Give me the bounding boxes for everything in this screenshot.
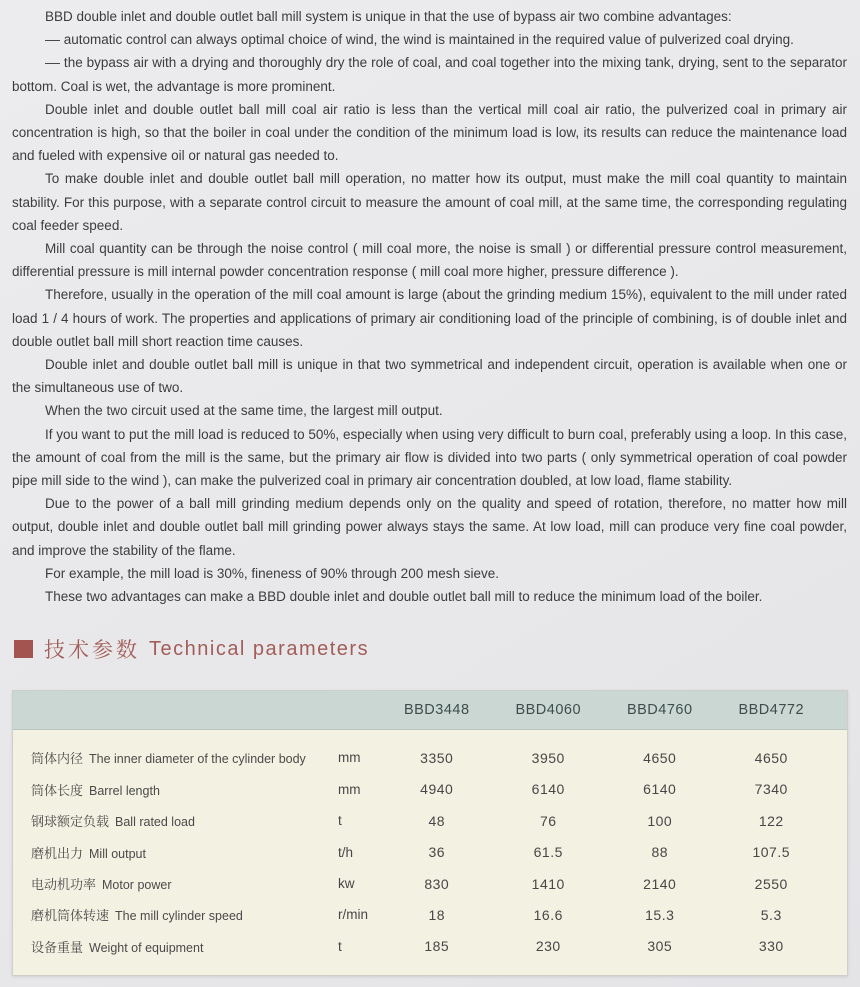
- cell-value: 88: [651, 844, 669, 861]
- row-label-en: The inner diameter of the cylinder body: [89, 752, 306, 767]
- row-label-en: Weight of equipment: [89, 940, 204, 955]
- row-unit: kw: [338, 876, 355, 892]
- technical-parameters-table: [12, 690, 848, 976]
- paragraph: Mill coal quantity can be through the noise control ( mill coal more, the noise is small ) or differential pressure control measurement, differential pressure is mill internal powder concentration response ( mill coal more higher, pressure difference ).: [12, 241, 847, 280]
- column-header-model: BBD4760: [626, 702, 693, 719]
- cell-value: 2140: [643, 875, 677, 892]
- row-unit: t/h: [338, 844, 354, 860]
- cell-value: 15.3: [645, 906, 675, 923]
- row-label-zh: 磨机筒体转速: [31, 908, 110, 924]
- cell-value: 6140: [643, 781, 677, 798]
- cell-value: 1410: [531, 875, 565, 892]
- paragraph: BBD double inlet and double outlet ball mill system is unique in that the use of bypass air two combine advantages:: [45, 9, 732, 24]
- cell-value: 3950: [531, 749, 565, 766]
- cell-value: 100: [647, 812, 673, 829]
- row-unit: mm: [338, 781, 361, 797]
- row-label-zh: 磨机出力: [31, 845, 84, 861]
- square-bullet-icon: [14, 640, 33, 658]
- paragraph: Therefore, usually in the operation of the mill coal amount is large (about the grinding medium 15%), equivalent to the mill under rated load 1 / 4 hours of work. The properties and applications of primary air conditioning load of the principle of combining, is of double inlet and double outlet ball mill short reaction time causes.: [12, 287, 847, 349]
- cell-value: 7340: [754, 781, 788, 798]
- row-label: [13, 937, 331, 956]
- paragraph: For example, the mill load is 30%, fineness of 90% through 200 mesh sieve.: [45, 565, 499, 581]
- table-row: [13, 774, 827, 805]
- row-label-en: Mill output: [89, 846, 146, 861]
- paragraph: –– the bypass air with a drying and thoroughly dry the role of coal, and coal together into the mixing tank, drying, sent to the separator bottom. Coal is wet, the advantage is more prominent.: [12, 55, 847, 94]
- row-label-zh: 设备重量: [31, 939, 84, 955]
- column-header-model: BBD4060: [515, 702, 582, 719]
- row-unit: t: [338, 938, 342, 954]
- cell-value: 16.6: [533, 906, 563, 923]
- paragraph: Due to the power of a ball mill grinding medium depends only on the quality and speed of rotation, therefore, no matter how mill output, double inlet and double outlet ball mill grinding power always stays the same. At low load, mill can produce very fine coal powder, and improve the stability of the flame.: [12, 496, 847, 558]
- table-row: [13, 742, 827, 773]
- cell-value: 6140: [531, 781, 565, 798]
- paragraph: These two advantages can make a BBD double inlet and double outlet ball mill to reduce the minimum load of the boiler.: [45, 589, 763, 605]
- row-label: [13, 874, 331, 893]
- cell-value: 5.3: [760, 906, 782, 923]
- cell-value: 185: [424, 938, 450, 955]
- table-row: [13, 868, 827, 899]
- section-heading: [14, 637, 860, 661]
- row-label: [13, 811, 331, 830]
- row-label: [13, 748, 331, 767]
- cell-value: 122: [758, 812, 784, 829]
- paragraph: If you want to put the mill load is reduced to 50%, especially when using very difficult to burn coal, preferably using a loop. In this case, the amount of coal from the mill is the same, but the primary air flow is divided into two parts ( only symmetrical operation of coal powder pipe mill side to the wind ), can make the pulverized coal in primary air concentration doubled, at low load, flame stability.: [12, 426, 847, 489]
- table-row: [13, 836, 827, 867]
- cell-value: 76: [539, 812, 557, 829]
- row-unit: mm: [338, 750, 361, 766]
- table-header-row: [13, 691, 847, 730]
- cell-value: 330: [758, 938, 784, 955]
- table-body: [13, 730, 847, 975]
- paragraph: Double inlet and double outlet ball mill coal air ratio is less than the vertical mill coal air ratio, the pulverized coal in primary air concentration is high, so that the boiler in coal under the condition of the minimum load is low, its results can reduce the maintenance load and fueled with expensive oil or natural gas needed to.: [12, 101, 847, 164]
- paragraph: –– automatic control can always optimal choice of wind, the wind is maintained in the required value of pulverized coal drying.: [45, 32, 794, 48]
- row-label-zh: 电动机功率: [31, 877, 97, 893]
- table-row: [13, 899, 827, 930]
- row-label-en: The mill cylinder speed: [115, 909, 243, 924]
- cell-value: 2550: [754, 875, 788, 892]
- cell-value: 4650: [754, 749, 788, 766]
- row-label: [13, 780, 331, 799]
- row-label-en: Barrel length: [89, 783, 160, 798]
- table-row: [13, 805, 827, 836]
- row-unit: r/min: [338, 907, 368, 923]
- cell-value: 18: [428, 906, 446, 923]
- column-header-model: BBD3448: [403, 702, 470, 719]
- paragraph: When the two circuit used at the same time, the largest mill output.: [45, 403, 443, 419]
- cell-value: 61.5: [533, 844, 563, 861]
- column-header-model: BBD4772: [738, 702, 805, 719]
- row-label-zh: 筒体长度: [31, 782, 84, 798]
- row-label-en: Motor power: [102, 878, 172, 893]
- section-title-en: Technical parameters: [149, 637, 370, 660]
- cell-value: 36: [428, 844, 446, 861]
- row-label: [13, 905, 331, 924]
- cell-value: 4940: [420, 781, 454, 798]
- cell-value: 48: [428, 812, 446, 829]
- table-row: [13, 931, 827, 962]
- row-label-zh: 钢球额定负载: [31, 814, 110, 830]
- cell-value: 107.5: [752, 844, 791, 861]
- cell-value: 3350: [420, 749, 454, 766]
- row-label-en: Ball rated load: [115, 815, 195, 830]
- cell-value: 230: [535, 938, 561, 955]
- row-label-zh: 筒体内径: [31, 751, 84, 767]
- section-title-zh: 技术参数: [44, 639, 140, 663]
- paragraph: To make double inlet and double outlet ball mill operation, no matter how its output, must make the mill coal quantity to maintain stability. For this purpose, with a separate control circuit to measure the amount of coal mill, at the same time, the corresponding regulating coal feeder speed.: [12, 171, 847, 233]
- paragraph: Double inlet and double outlet ball mill is unique in that two symmetrical and independent circuit, operation is available when one or the simultaneous use of two.: [12, 357, 847, 396]
- cell-value: 4650: [643, 749, 677, 766]
- cell-value: 830: [424, 875, 450, 892]
- cell-value: 305: [647, 938, 673, 955]
- row-unit: t: [338, 813, 342, 829]
- row-label: [13, 843, 331, 862]
